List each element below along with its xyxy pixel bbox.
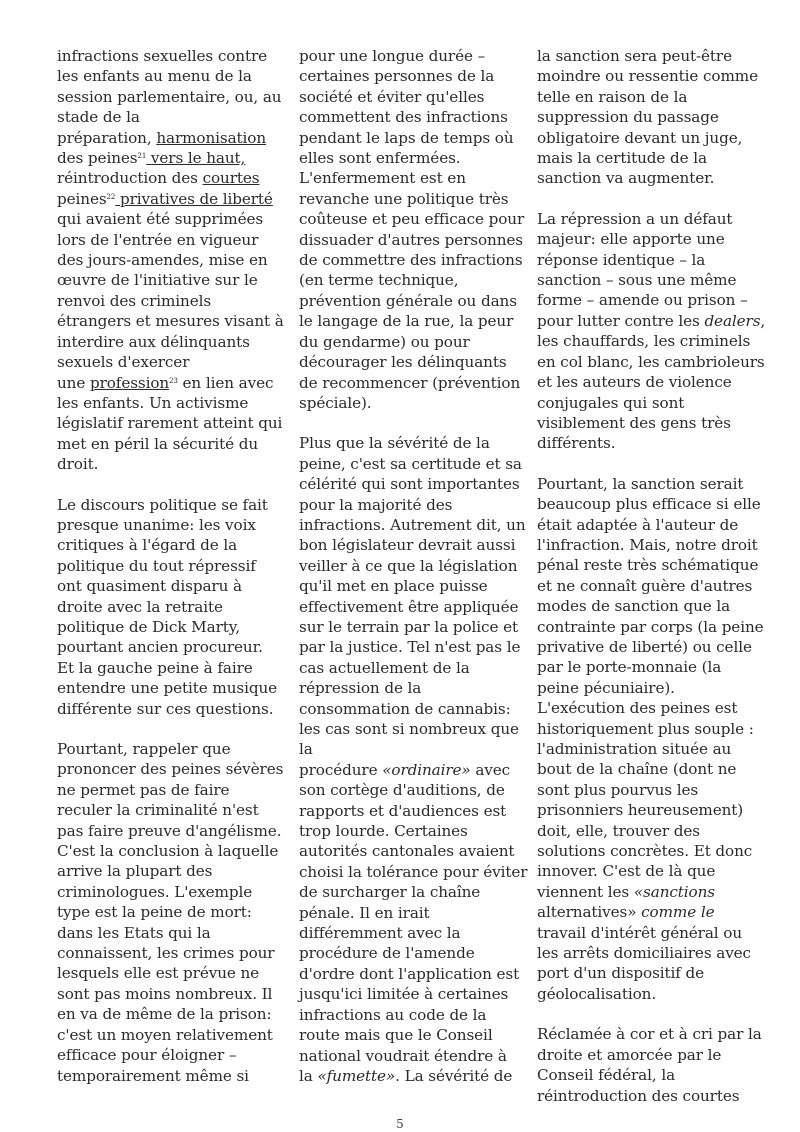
text-line: Et la gauche peine à faire bbox=[57, 658, 253, 677]
text-line: différemment avec la bbox=[299, 924, 461, 943]
text-line: suppression du passage bbox=[537, 108, 719, 127]
text-line: contrainte par corps (la peine bbox=[537, 617, 764, 636]
text-line: cas actuellement de la bbox=[299, 658, 470, 677]
text-line: effectivement être appliquée bbox=[299, 597, 519, 616]
text-line: prévention générale ou dans bbox=[299, 291, 517, 310]
text-line: qu'il met en place puisse bbox=[299, 577, 488, 596]
text-line: innover. C'est de là que bbox=[537, 862, 716, 881]
text-line: stade de la bbox=[57, 108, 140, 127]
text-line: sur le terrain par la police et bbox=[299, 617, 518, 636]
paragraph bbox=[537, 1024, 762, 1106]
text-line: célérité qui sont importantes bbox=[299, 475, 520, 494]
text-line: solutions concrètes. Et donc bbox=[537, 842, 753, 861]
text-line: infractions. Autrement dit, un bbox=[299, 515, 526, 534]
paragraph bbox=[537, 46, 758, 189]
text-line: l'administration située au bbox=[537, 740, 732, 758]
text-line: L'exécution des peines est bbox=[537, 699, 738, 718]
text-line: de surcharger la chaîne bbox=[299, 883, 481, 902]
text-line: droite et amorcée par le bbox=[537, 1045, 722, 1064]
text-line: sexuels d'exercer bbox=[57, 353, 190, 372]
text-line: politique du tout répressif bbox=[57, 556, 256, 575]
text-line: commettent des infractions bbox=[299, 108, 508, 127]
text-line: la «fumette». La sévérité de bbox=[299, 1066, 513, 1085]
text-line: procédure «ordinaire» avec bbox=[299, 760, 511, 779]
text-line: criminologues. L'exemple bbox=[57, 882, 253, 901]
text-line: une profession$^{23}$ en lien avec bbox=[57, 373, 274, 392]
text-line: pour lutter contre les dealers, bbox=[537, 311, 766, 330]
text-line: ne permet pas de faire bbox=[57, 780, 230, 799]
text-line: privative de liberté) ou celle bbox=[537, 637, 752, 656]
text-line: connaissent, les crimes pour bbox=[57, 944, 275, 963]
text-line: consommation de cannabis: bbox=[299, 699, 511, 718]
text-line: les enfants au menu de la bbox=[57, 67, 252, 86]
text-line: L'enfermement est en bbox=[299, 169, 466, 188]
text-line: pénale. Il en irait bbox=[299, 903, 430, 922]
text-line: viennent les «sanctions bbox=[537, 882, 715, 901]
text-line: historiquement plus souple : bbox=[537, 719, 754, 738]
text-line: alternatives» comme le bbox=[537, 903, 715, 922]
text-line: les arrêts domiciliaires avec bbox=[537, 944, 751, 963]
text-line: rapports et d'audiences est bbox=[299, 801, 507, 820]
text-line: pour la majorité des bbox=[299, 495, 453, 514]
text-line: trop lourde. Certaines bbox=[299, 822, 468, 841]
paragraph bbox=[57, 495, 278, 719]
paragraph bbox=[299, 433, 528, 1086]
text-line: peine, c'est sa certitude et sa bbox=[299, 454, 522, 473]
text-line: des peines$^{21}$ vers le haut, bbox=[57, 149, 246, 168]
text-line: prononcer des peines sévères bbox=[57, 760, 284, 779]
text-line: choisi la tolérance pour éviter bbox=[299, 862, 528, 881]
text-line: moindre ou ressentie comme bbox=[537, 67, 758, 86]
text-line: veiller à ce que la législation bbox=[299, 556, 518, 575]
text-line: Réclamée à cor et à cri par la bbox=[537, 1025, 762, 1044]
text-line: en col blanc, les cambrioleurs bbox=[537, 352, 765, 371]
text-line: interdire aux délinquants bbox=[57, 332, 250, 351]
text-line: elles sont enfermées. bbox=[299, 149, 461, 168]
text-line: modes de sanction que la bbox=[537, 597, 731, 616]
paragraph bbox=[299, 46, 525, 413]
text-line: les enfants. Un activisme bbox=[57, 393, 249, 412]
text-line: peines$^{22}$ privatives de liberté bbox=[57, 189, 273, 208]
paragraph bbox=[537, 209, 766, 454]
text-line: réponse identique – la bbox=[537, 250, 706, 269]
text-line: son cortège d'auditions, de bbox=[299, 781, 505, 800]
text-line: des jours-amendes, mise en bbox=[57, 251, 268, 270]
text-line: renvoi des criminels bbox=[57, 291, 212, 310]
text-line: étrangers et mesures visant à bbox=[57, 312, 284, 331]
text-line: spéciale). bbox=[299, 393, 372, 412]
text-line: obligatoire devant un juge, bbox=[537, 128, 743, 147]
text-line: réintroduction des courtes bbox=[57, 169, 260, 188]
text-line: société et éviter qu'elles bbox=[299, 87, 485, 106]
text-column-2 bbox=[299, 46, 528, 1106]
text-line: droit. bbox=[57, 455, 99, 474]
text-line: port d'un dispositif de bbox=[537, 964, 705, 983]
text-line: droite avec la retraite bbox=[57, 597, 223, 616]
text-line: sont plus pourvus les bbox=[537, 780, 699, 799]
text-column-3 bbox=[537, 46, 766, 1126]
text-line: Plus que la sévérité de la bbox=[299, 434, 490, 453]
text-line: forme – amende ou prison – bbox=[537, 291, 748, 310]
text-line: lesquels elle est prévue ne bbox=[57, 964, 260, 983]
text-line: l'infraction. Mais, notre droit bbox=[537, 535, 758, 554]
text-line: entendre une petite musique bbox=[57, 679, 278, 698]
text-line: géolocalisation. bbox=[537, 984, 657, 1003]
text-line: presque unanime: les voix bbox=[57, 515, 256, 534]
text-line: œuvre de l'initiative sur le bbox=[57, 271, 258, 290]
text-line: certaines personnes de la bbox=[299, 67, 495, 86]
text-line: pénal reste très schématique bbox=[537, 556, 759, 575]
text-line: et les auteurs de violence bbox=[537, 373, 732, 392]
text-line: répression de la bbox=[299, 679, 422, 698]
text-line: national voudrait étendre à bbox=[299, 1046, 507, 1065]
paragraph bbox=[537, 474, 764, 1005]
text-line: préparation, harmonisation bbox=[57, 128, 267, 147]
text-line: telle en raison de la bbox=[537, 87, 688, 106]
text-line: de commettre des infractions bbox=[299, 251, 523, 270]
text-line: beaucoup plus efficace si elle bbox=[537, 495, 761, 514]
text-line: Conseil fédéral, la bbox=[537, 1066, 676, 1085]
text-line: efficace pour éloigner – bbox=[57, 1046, 237, 1065]
text-line: la sanction sera peut-être bbox=[537, 47, 732, 65]
text-line: par la justice. Tel n'est pas le bbox=[299, 638, 521, 657]
page-number: 5 bbox=[396, 1117, 404, 1131]
text-line: type est la peine de mort: bbox=[57, 903, 252, 922]
text-line: était adaptée à l'auteur de bbox=[537, 515, 739, 534]
text-line: pendant le laps de temps où bbox=[299, 128, 514, 147]
text-line: (en terme technique, bbox=[299, 271, 459, 290]
text-line: différente sur ces questions. bbox=[57, 699, 274, 718]
text-line: d'ordre dont l'application est bbox=[299, 964, 520, 983]
text-line: dans les Etats qui la bbox=[57, 923, 211, 942]
text-line: ont quasiment disparu à bbox=[57, 577, 242, 596]
text-line: majeur: elle apporte une bbox=[537, 230, 725, 249]
text-line: pas faire preuve d'angélisme. bbox=[57, 821, 282, 840]
text-line: sanction va augmenter. bbox=[537, 169, 715, 188]
text-line: par le porte-monnaie (la bbox=[537, 658, 722, 677]
text-line: Pourtant, la sanction serait bbox=[537, 474, 744, 493]
text-line: Pourtant, rappeler que bbox=[57, 740, 231, 758]
text-line: qui avaient été supprimées bbox=[57, 210, 264, 229]
text-line: en va de même de la prison: bbox=[57, 1005, 272, 1024]
text-line: décourager les délinquants bbox=[299, 353, 507, 372]
text-line: temporairement même si bbox=[57, 1066, 249, 1085]
paragraph bbox=[57, 46, 284, 475]
text-line: bout de la chaîne (dont ne bbox=[537, 760, 737, 779]
text-line: et ne connaît guère d'autres bbox=[537, 576, 753, 595]
text-line: le langage de la rue, la peur bbox=[299, 312, 514, 331]
text-line: pour une longue durée – bbox=[299, 47, 486, 65]
text-line: de recommencer (prévention bbox=[299, 373, 521, 392]
footnote-ref[interactable]: 21 bbox=[137, 152, 147, 161]
text-line: politique de Dick Marty, bbox=[57, 617, 240, 636]
text-line: arrive la plupart des bbox=[57, 862, 213, 881]
text-line: différents. bbox=[537, 434, 616, 453]
text-line: procédure de l'amende bbox=[299, 944, 475, 963]
text-line: visiblement des gens très bbox=[537, 413, 731, 432]
footnote-ref[interactable]: 22 bbox=[106, 192, 116, 201]
text-line: revanche une politique très bbox=[299, 189, 509, 208]
text-line: sont pas moins nombreux. Il bbox=[57, 984, 273, 1003]
text-line: jusqu'ici limitée à certaines bbox=[299, 985, 509, 1004]
text-line: conjugales qui sont bbox=[537, 393, 685, 412]
text-line: dissuader d'autres personnes bbox=[299, 230, 523, 249]
text-line: La répression a un défaut bbox=[537, 209, 733, 228]
paragraph bbox=[57, 739, 284, 1086]
footnote-ref[interactable]: 23 bbox=[169, 376, 178, 385]
text-line: doit, elle, trouver des bbox=[537, 821, 700, 840]
text-line: session parlementaire, ou, au bbox=[57, 87, 282, 106]
text-line: c'est un moyen relativement bbox=[57, 1025, 273, 1044]
text-line: infractions sexuelles contre bbox=[57, 47, 268, 65]
text-line: infractions au code de la bbox=[299, 1005, 487, 1024]
text-line: pourtant ancien procureur. bbox=[57, 638, 263, 657]
text-line: réintroduction des courtes bbox=[537, 1086, 740, 1105]
text-line: Le discours politique se fait bbox=[57, 495, 268, 514]
text-line: prisonniers heureusement) bbox=[537, 801, 744, 820]
text-line: lors de l'entrée en vigueur bbox=[57, 230, 259, 249]
text-line: mais la certitude de la bbox=[537, 149, 707, 168]
text-column-1 bbox=[57, 46, 284, 1106]
text-line: les chauffards, les criminels bbox=[537, 332, 751, 351]
text-line: reculer la criminalité n'est bbox=[57, 801, 259, 820]
text-line: du gendarme) ou pour bbox=[299, 332, 470, 351]
text-line: autorités cantonales avaient bbox=[299, 842, 515, 861]
text-line: peine pécuniaire). bbox=[537, 678, 675, 697]
text-line: coûteuse et peu efficace pour bbox=[299, 210, 525, 229]
text-line: la bbox=[299, 740, 313, 759]
text-line: travail d'intérêt général ou bbox=[537, 923, 743, 942]
text-line: bon législateur devrait aussi bbox=[299, 536, 516, 555]
text-line: les cas sont si nombreux que bbox=[299, 720, 519, 738]
text-line: met en péril la sécurité du bbox=[57, 434, 259, 453]
text-line: législatif rarement atteint qui bbox=[57, 414, 283, 433]
text-line: critiques à l'égard de la bbox=[57, 536, 238, 555]
text-line: C'est la conclusion à laquelle bbox=[57, 842, 279, 861]
text-line: route mais que le Conseil bbox=[299, 1026, 493, 1045]
text-line: sanction – sous une même bbox=[537, 271, 737, 290]
